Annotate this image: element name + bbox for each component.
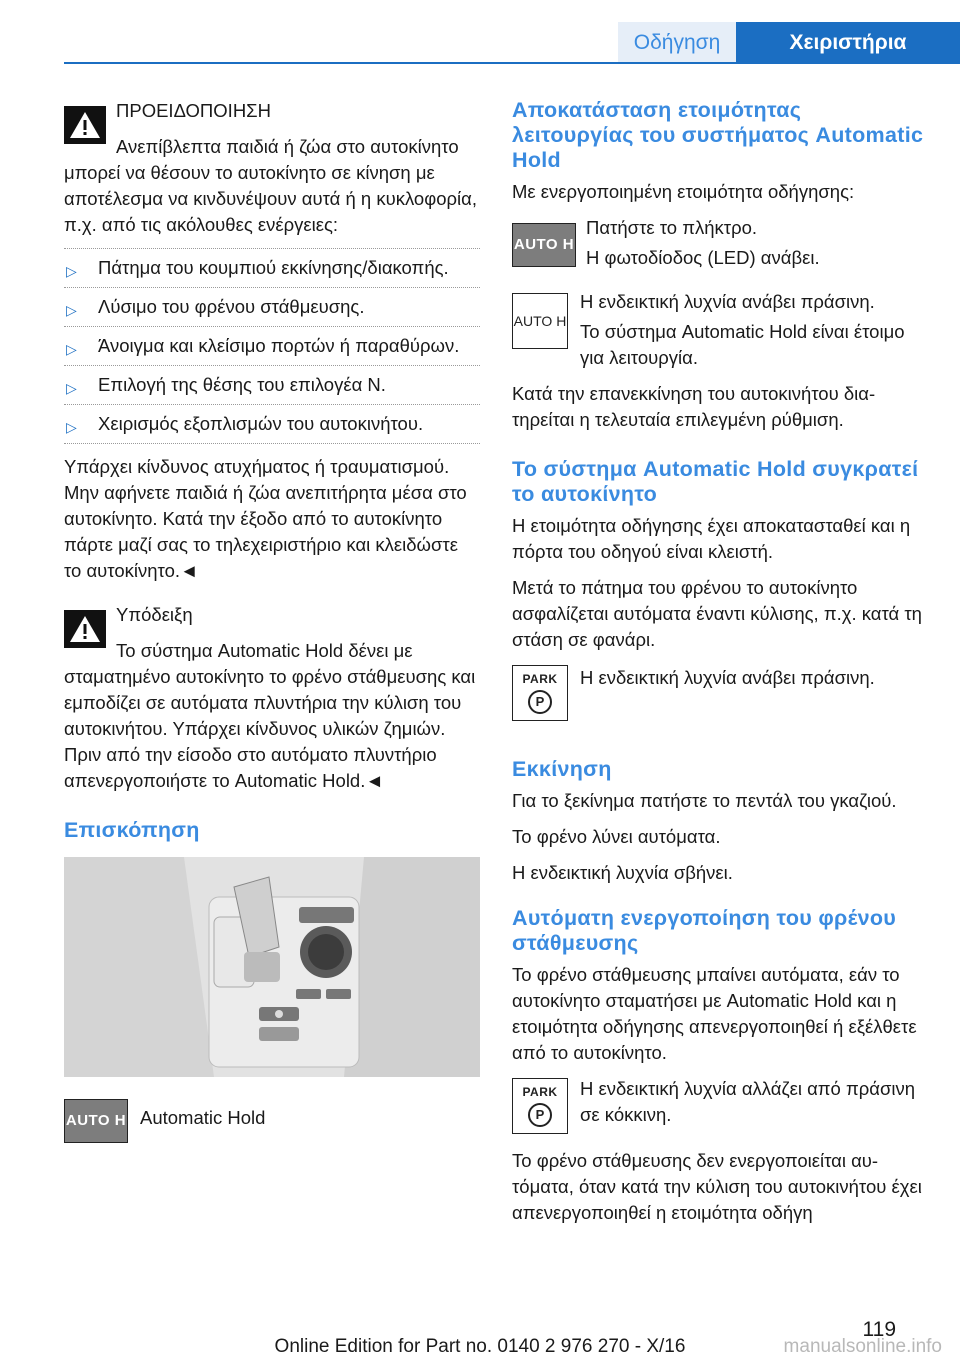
warning-icon [64, 610, 106, 648]
auto-h-button-icon: AUTO H [64, 1099, 128, 1143]
triangle-icon: ▷ [66, 419, 77, 435]
warning-text: Ανεπίβλεπτα παιδιά ή ζώα στο αυτοκίνητο μπορεί να θέσουν το αυτοκίνητο σε κίνηση με αποτέλεσμα να κινδυνέψουν αυτά ή η κυκλοφορία, π.χ. από τις ακόλουθες ενέργειες: [64, 136, 477, 235]
warning-icon [64, 106, 106, 144]
paragraph: Κατά την επανεκκίνηση του αυτοκινήτου διατηρείται η τελευταία επιλεγμένη ρύθμιση. [512, 383, 876, 430]
triangle-icon: ▷ [66, 302, 77, 318]
list-item: ▷ Πάτημα του κουμπιού εκκίνησης/διακοπής. [64, 248, 480, 287]
paragraph: Η ενδεικτική λυχνία σβήνει. [512, 862, 733, 883]
warning-title: ΠΡΟΕΙΔΟΠΟΙΗΣΗ [116, 100, 271, 121]
paragraph: Το φρένο στάθμευσης δεν ενεργοποιείται αυτόματα, όταν κατά την κύλιση του αυτοκινήτου έχει απενεργοποιηθεί η ετοιμότητα οδήγη [512, 1150, 922, 1223]
step-row [512, 215, 928, 285]
step-row [512, 289, 928, 371]
heading-holds-vehicle: Το σύστημα Automatic Hold συγκρατεί το αυτοκίνητο [512, 457, 919, 506]
park-indicator-icon: PARK P [512, 1078, 568, 1134]
caption-text: Automatic Hold [140, 1107, 266, 1128]
center-console-image [64, 857, 480, 1077]
right-column [512, 98, 928, 1236]
step-text: Η ενδεικτική λυχνία αλλάζει από πράσινη σε κόκκινη. [580, 1078, 916, 1125]
auto-h-indicator-icon: AUTO H [512, 293, 568, 349]
list-item: ▷ Επιλογή της θέσης του επιλογέα N. [64, 365, 480, 404]
list-item: ▷ Χειρισμός εξοπλισμών του αυτοκινήτου. [64, 404, 480, 444]
warning-block [64, 98, 480, 156]
warning-list [64, 248, 480, 444]
paragraph: Για το ξεκίνημα πατήστε το πεντάλ του γκαζιού. [512, 790, 897, 811]
triangle-icon: ▷ [66, 263, 77, 279]
triangle-icon: ▷ [66, 341, 77, 357]
park-indicator-icon: PARK P [512, 665, 568, 721]
paragraph: Το φρένο στάθμευσης μπαίνει αυτόματα, εάν το αυτοκίνητο σταματήσει με Automatic Hold και η ετοιμότητα οδήγησης απενεργοποιηθεί ή εξέλθετε από το αυτοκίνητο. [512, 964, 917, 1063]
note-block [64, 602, 480, 660]
caption-row [64, 1095, 480, 1161]
note-title: Υπόδειξη [116, 604, 193, 625]
list-item: ▷ Άνοιγμα και κλείσιμο πορτών ή παραθύρων. [64, 326, 480, 365]
triangle-icon: ▷ [66, 380, 77, 396]
heading-auto-parking-brake: Αυτόματη ενεργοποίηση του φρένου στάθμευσης [512, 906, 897, 955]
list-item: ▷ Λύσιμο του φρένου στάθμευσης. [64, 287, 480, 326]
step-text: Το σύστημα Automatic Hold είναι έτοιμο για λειτουργία. [580, 321, 905, 368]
auto-h-button-icon: AUTO H [512, 223, 576, 267]
header-rule [64, 62, 960, 64]
edition-footer: Online Edition for Part no. 0140 2 976 270 - X/16 [274, 1336, 686, 1357]
heading-starting: Εκκίνηση [512, 757, 612, 781]
paragraph: Το φρένο λύνει αυτόματα. [512, 826, 721, 847]
step-text: Η ενδεικτική λυχνία ανάβει πράσινη. [580, 291, 875, 312]
overview-heading: Επισκόπηση [64, 818, 200, 842]
left-column [64, 98, 480, 1165]
console-photo [64, 857, 480, 1077]
note-text: Το σύστημα Automatic Hold δένει με σταματημένο αυτοκίνητο το φρένο στάθμευσης και εμποδίζει σε αυτόματα πλυντήρια την κύλιση του αυτοκινήτου. Υπάρχει κίνδυνος υλικών ζημιών. Πριν από την είσοδο στο αυτόματο πλυντήριο απενεργοποιήστε το Automatic Hold.◄ [64, 640, 476, 791]
step-row [512, 1076, 928, 1144]
paragraph: Με ενεργοποιημένη ετοιμότητα οδήγησης: [512, 181, 855, 202]
step-text: Πατήστε το πλήκτρο. [586, 217, 758, 238]
tab-driving[interactable]: Οδήγηση [618, 22, 736, 62]
tab-controls[interactable]: Χειριστήρια [736, 22, 960, 64]
paragraph: Μετά το πάτημα του φρένου το αυτοκίνητο ασφαλίζεται αυτόματα έναντι κύλισης, π.χ. κατά τη στάση σε φανάρι. [512, 577, 922, 650]
step-text: Η ενδεικτική λυχνία ανάβει πράσινη. [580, 667, 875, 688]
page-number: 119 [862, 1318, 896, 1341]
paragraph: Η ετοιμότητα οδήγησης έχει αποκατασταθεί και η πόρτα του οδηγού είναι κλειστή. [512, 515, 911, 562]
step-text: Η φωτοδίοδος (LED) ανάβει. [586, 247, 820, 268]
warning-conclusion: Υπάρχει κίνδυνος ατυχήματος ή τραυματισμού. Μην αφήνετε παιδιά ή ζώα ανεπιτήρητα μέσα στο αυτοκίνητο. Κατά την έξοδο από το αυτοκίνητο πάρτε μαζί σας το τηλεχειριστήριο και κλειδώστε το αυτοκίνητο.◄ [64, 456, 467, 581]
step-row [512, 663, 928, 733]
watermark: manualsonline.info [783, 1336, 942, 1357]
heading-restore-readiness: Αποκατάσταση ετοιμότητας λειτουργίας του συστήματος Automatic Hold [512, 98, 924, 172]
